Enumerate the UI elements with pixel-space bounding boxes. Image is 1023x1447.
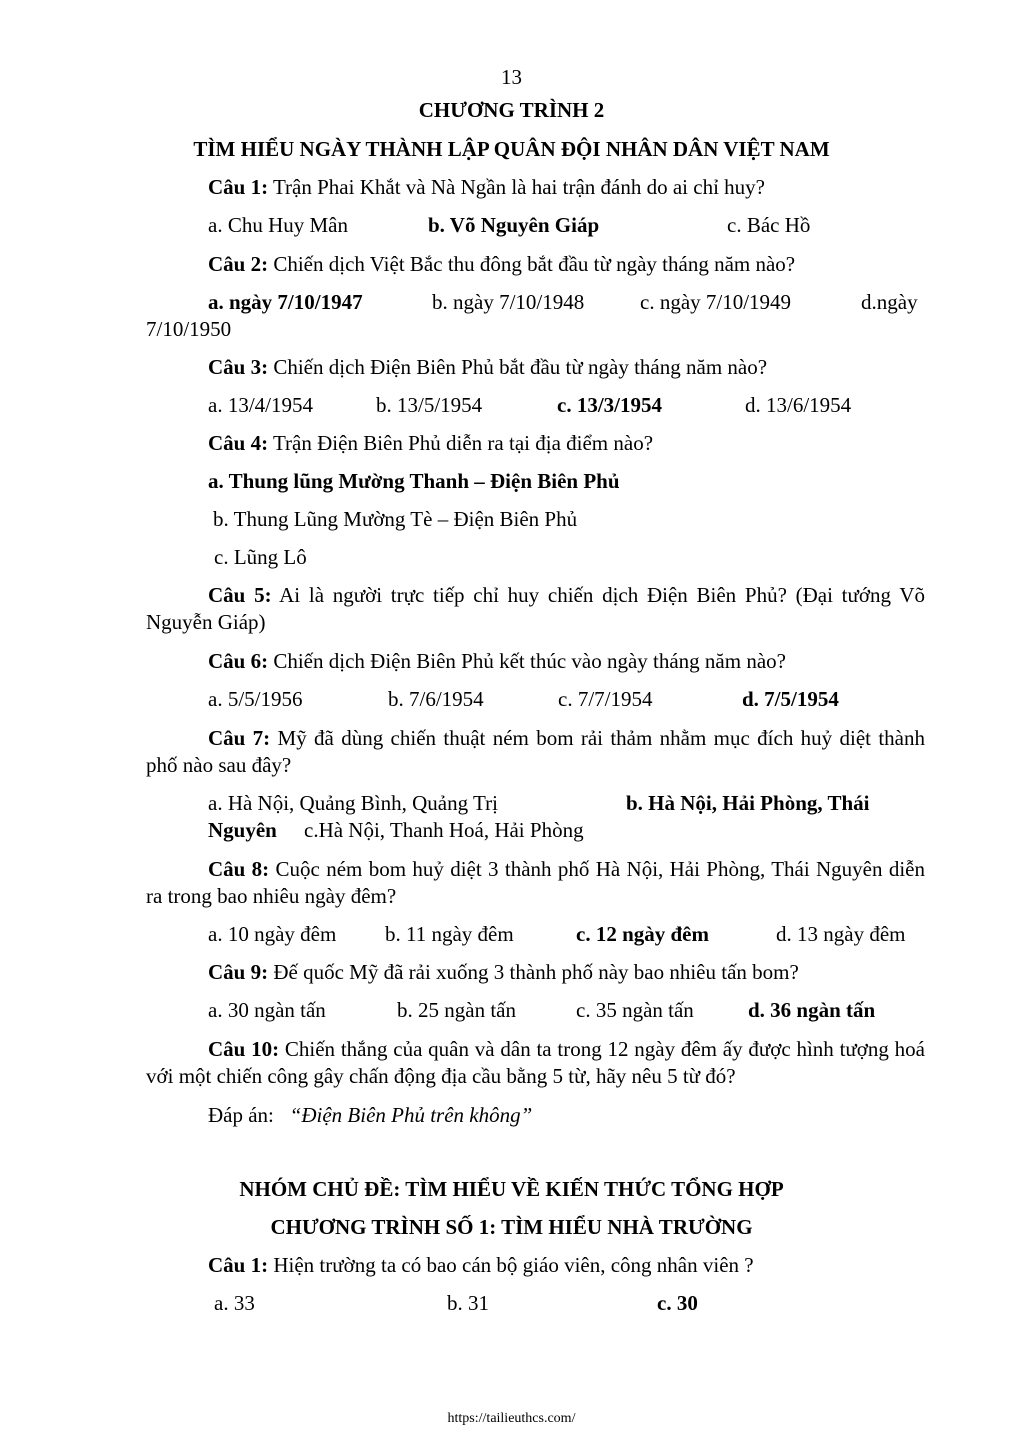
question-9 xyxy=(208,959,799,986)
chapter-title: CHƯƠNG TRÌNH 2 xyxy=(418,98,605,122)
option-correct: b. Võ Nguyên Giáp xyxy=(428,213,600,237)
option: a. Chu Huy Mân xyxy=(208,213,348,237)
answer-text: “Điện Biên Phủ trên không” xyxy=(289,1103,533,1127)
option: d. 13 ngày đêm xyxy=(776,922,906,946)
answer-label: Đáp án: xyxy=(208,1103,274,1127)
option: 7/10/1950 xyxy=(146,317,232,341)
question-label: Câu 8: xyxy=(208,857,270,881)
option: c. 35 ngàn tấn xyxy=(576,998,694,1022)
question-label: Câu 3: xyxy=(208,355,269,379)
option: c.Hà Nội, Thanh Hoá, Hải Phòng xyxy=(304,818,584,842)
school-question-1 xyxy=(208,1252,754,1279)
question-1 xyxy=(208,174,765,201)
question-10 xyxy=(146,1036,925,1090)
option-correct: a. Thung lũng Mường Thanh – Điện Biên Phủ xyxy=(208,469,620,493)
option: a. Hà Nội, Quảng Bình, Quảng Trị xyxy=(208,791,498,815)
question-label: Câu 5: xyxy=(208,583,272,607)
question-text: Trận Phai Khắt và Nà Ngần là hai trận đánh do ai chỉ huy? xyxy=(268,175,765,199)
option-correct: c. 30 xyxy=(657,1291,698,1315)
question-4 xyxy=(208,430,653,457)
option: a. 13/4/1954 xyxy=(208,393,313,417)
option-correct: a. ngày 7/10/1947 xyxy=(208,290,363,314)
question-text: Chiến dịch Điện Biên Phủ kết thúc vào ngày tháng năm nào? xyxy=(268,649,786,673)
option: a. 30 ngàn tấn xyxy=(208,998,326,1022)
option-correct: c. 12 ngày đêm xyxy=(576,922,709,946)
option-correct: d. 7/5/1954 xyxy=(742,687,839,711)
option: d. 13/6/1954 xyxy=(745,393,852,417)
option: b. ngày 7/10/1948 xyxy=(432,290,585,314)
question-text: Mỹ đã dùng chiến thuật ném bom rải thảm nhằm mục đích huỷ diệt thành phố nào sau đây? xyxy=(146,726,925,777)
option-correct: d. 36 ngàn tấn xyxy=(748,998,876,1022)
footer-url[interactable]: https://tailieuthcs.com/ xyxy=(447,1411,576,1426)
option-correct: Nguyên xyxy=(208,818,277,842)
section-title: NHÓM CHỦ ĐỀ: TÌM HIỂU VỀ KIẾN THỨC TỔNG HỢP xyxy=(239,1177,784,1201)
option: c. Lũng Lô xyxy=(214,545,307,569)
option: b. 25 ngàn tấn xyxy=(397,998,516,1022)
option: b. 31 xyxy=(447,1291,489,1315)
option: a. 5/5/1956 xyxy=(208,687,303,711)
section-subtitle: CHƯƠNG TRÌNH SỐ 1: TÌM HIỂU NHÀ TRƯỜNG xyxy=(270,1215,753,1239)
question-3 xyxy=(208,354,767,381)
question-text: Chiến dịch Điện Biên Phủ bắt đầu từ ngày tháng năm nào? xyxy=(268,355,768,379)
question-label: Câu 7: xyxy=(208,726,271,750)
option: c. Bác Hồ xyxy=(727,213,811,237)
question-label: Câu 10: xyxy=(208,1037,280,1061)
option: b. Thung Lũng Mường Tè – Điện Biên Phủ xyxy=(213,507,578,531)
question-text: Ai là người trực tiếp chỉ huy chiến dịch Điện Biên Phủ? (Đại tướng Võ Nguyễn Giáp) xyxy=(146,583,926,634)
option: b. 13/5/1954 xyxy=(376,393,483,417)
chapter-subtitle: TÌM HIỂU NGÀY THÀNH LẬP QUÂN ĐỘI NHÂN DÂN VIỆT NAM xyxy=(193,137,830,161)
option-correct: c. 13/3/1954 xyxy=(557,393,662,417)
option: d.ngày xyxy=(861,290,918,314)
question-text: Đế quốc Mỹ đã rải xuống 3 thành phố này bao nhiêu tấn bom? xyxy=(268,960,799,984)
question-7 xyxy=(146,725,925,779)
option: a. 10 ngày đêm xyxy=(208,922,337,946)
question-5 xyxy=(146,582,925,636)
option: a. 33 xyxy=(214,1291,255,1315)
question-text: Chiến dịch Việt Bắc thu đông bắt đầu từ ngày tháng năm nào? xyxy=(268,252,796,276)
question-label: Câu 9: xyxy=(208,960,269,984)
option: c. ngày 7/10/1949 xyxy=(640,290,792,314)
question-label: Câu 1: xyxy=(208,1253,269,1277)
option-correct: b. Hà Nội, Hải Phòng, Thái xyxy=(626,791,870,815)
option: b. 7/6/1954 xyxy=(388,687,484,711)
question-8 xyxy=(146,856,925,910)
question-label: Câu 6: xyxy=(208,649,269,673)
question-text: Chiến thắng của quân và dân ta trong 12 ngày đêm ấy được hình tượng hoá với một chiến công gây chấn động địa cầu bằng 5 từ, hãy nêu 5 từ đó? xyxy=(146,1037,925,1088)
question-label: Câu 4: xyxy=(208,431,269,455)
question-6 xyxy=(208,648,786,675)
question-label: Câu 1: xyxy=(208,175,269,199)
question-text: Trận Điện Biên Phủ diễn ra tại địa điểm nào? xyxy=(268,431,654,455)
question-2 xyxy=(208,251,795,278)
answer xyxy=(208,1102,532,1129)
page-number: 13 xyxy=(501,65,522,89)
question-text: Cuộc ném bom huỷ diệt 3 thành phố Hà Nội, Hải Phòng, Thái Nguyên diễn ra trong bao nhiêu ngày đêm? xyxy=(146,857,925,908)
question-text: Hiện trường ta có bao cán bộ giáo viên, công nhân viên ? xyxy=(268,1253,754,1277)
question-label: Câu 2: xyxy=(208,252,269,276)
option: b. 11 ngày đêm xyxy=(385,922,514,946)
option: c. 7/7/1954 xyxy=(558,687,653,711)
